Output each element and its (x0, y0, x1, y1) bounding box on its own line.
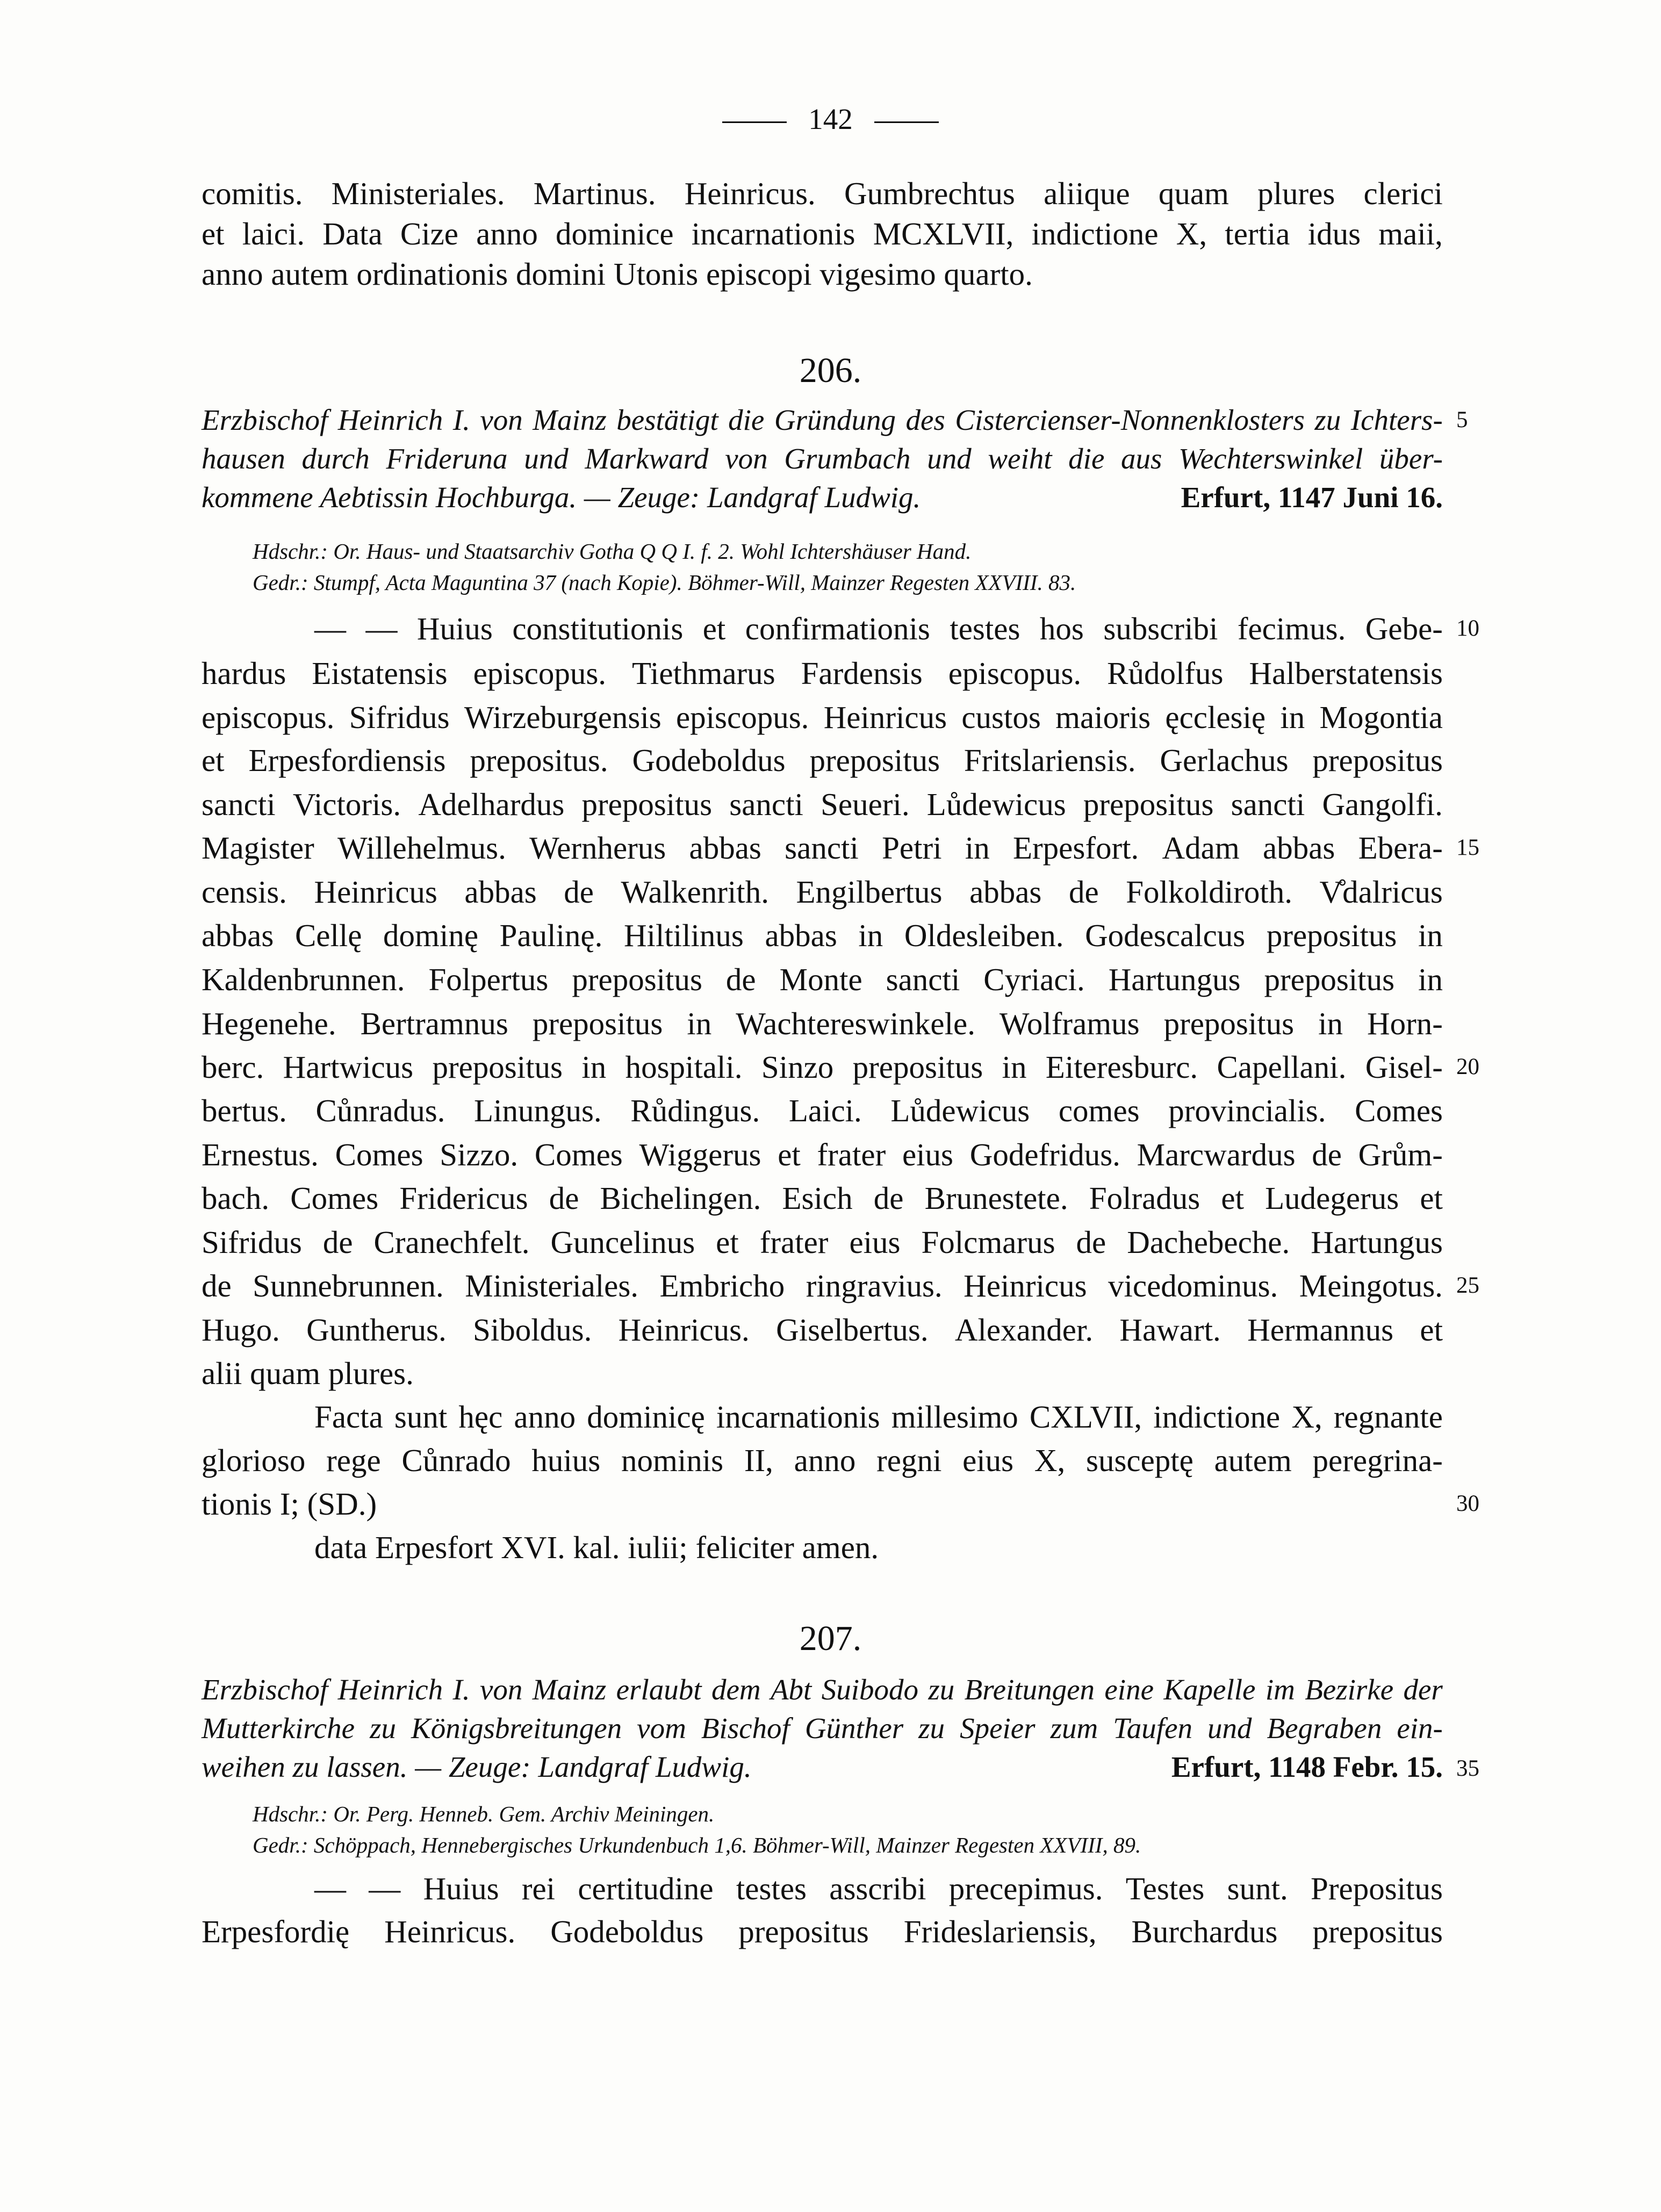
regest-line: Erzbischof Heinrich I. von Mainz erlaubt dem Abt Suibodo zu Breitungen eine Kapelle im Bezirke der (202, 1673, 1443, 1706)
document-date: Erfurt, 1147 Juni 16. (1181, 481, 1443, 514)
text-line: Sifridus de Cranechfelt. Guncelinus et frater eius Folcmarus de Dachebeche. Hartungus (202, 1224, 1443, 1260)
text-line: Hegenehe. Bertramnus prepositus in Wachtereswinkele. Wolframus prepositus in Horn- (202, 1006, 1443, 1041)
text-line: Erpesfordię Heinricus. Godeboldus prepositus Frideslariensis, Burchardus prepositus (202, 1914, 1443, 1949)
text-line: de Sunnebrunnen. Ministeriales. Embricho ringravius. Heinricus vicedominus. Meingotus. (202, 1268, 1443, 1303)
text-line: tionis I; (SD.) (202, 1486, 377, 1522)
line-number: 5 (1456, 407, 1468, 433)
line-number: 25 (1456, 1273, 1479, 1298)
text-line: abbas Cellę dominę Paulinę. Hiltilinus abbas in Oldesleiben. Godescalcus prepositus in (202, 918, 1443, 953)
page-number: 142 (0, 102, 1661, 136)
text-line: glorioso rege Cůnrado huius nominis II, anno regni eius X, susceptę autem peregrina- (202, 1443, 1443, 1478)
source-line: Gedr.: Schöppach, Hennebergisches Urkundenbuch 1,6. Böhmer-Will, Mainzer Regesten XXVIII, 89. (253, 1833, 1141, 1857)
line-number: 20 (1456, 1054, 1479, 1079)
text-line: bach. Comes Fridericus de Bichelingen. Esich de Brunestete. Folradus et Ludegerus et (202, 1180, 1443, 1216)
text-line: data Erpesfort XVI. kal. iulii; feliciter amen. (314, 1530, 879, 1565)
text-line: Hugo. Guntherus. Siboldus. Heinricus. Giselbertus. Alexander. Hawart. Hermannus et (202, 1312, 1443, 1348)
line-number: 30 (1456, 1491, 1479, 1516)
text-line: berc. Hartwicus prepositus in hospitali. Sinzo prepositus in Eiteresburc. Capellani. Gisel- (202, 1049, 1443, 1085)
text-line: Ernestus. Comes Sizzo. Comes Wiggerus et frater eius Godefridus. Marcwardus de Grům- (202, 1137, 1443, 1172)
text-line: sancti Victoris. Adelhardus prepositus sancti Seueri. Lůdewicus prepositus sancti Gangolfi. (202, 787, 1443, 822)
regest-line: Mutterkirche zu Königsbreitungen vom Bischof Günther zu Speier zum Taufen und Begraben ein- (202, 1712, 1443, 1745)
document-number: 206. (799, 351, 862, 390)
text-line: Magister Willehelmus. Wernherus abbas sancti Petri in Erpesfort. Adam abbas Ebera- (202, 830, 1443, 866)
regest-text: kommene Aebtissin Hochburga. — Zeuge: Landgraf Ludwig. (202, 481, 921, 514)
line-number: 15 (1456, 835, 1479, 860)
line-number: 10 (1456, 616, 1479, 641)
source-line: Hdschr.: Or. Haus- und Staatsarchiv Gotha Q Q I. f. 2. Wohl Ichtershäuser Hand. (253, 539, 972, 564)
text-line: Facta sunt hęc anno dominicę incarnationis millesimo CXLVII, indictione X, regnante (314, 1399, 1443, 1435)
regest-line (202, 1750, 1443, 1784)
text-line: comitis. Ministeriales. Martinus. Heinricus. Gumbrechtus aliique quam plures clerici (202, 176, 1443, 211)
document-number: 207. (799, 1619, 862, 1658)
text-line: anno autem ordinationis domini Utonis episcopi vigesimo quarto. (202, 256, 1033, 292)
text-line: bertus. Cůnradus. Linungus. Růdingus. Laici. Lůdewicus comes provincialis. Comes (202, 1093, 1443, 1128)
regest-line (202, 480, 1443, 515)
regest-line: hausen durch Frideruna und Markward von Grumbach und weiht die aus Wechterswinkel über- (202, 442, 1443, 475)
document-date: Erfurt, 1148 Febr. 15. (1171, 1750, 1443, 1783)
text-line: et laici. Data Cize anno dominice incarnationis MCXLVII, indictione X, tertia idus maii, (202, 216, 1443, 251)
text-line: alii quam plures. (202, 1356, 414, 1391)
regest-line: Erzbischof Heinrich I. von Mainz bestätigt die Gründung des Cistercienser-Nonnenklosters zu Ichters- (202, 404, 1443, 436)
text-line: hardus Eistatensis episcopus. Tiethmarus Fardensis episcopus. Růdolfus Halberstatensis (202, 655, 1443, 691)
text-line: et Erpesfordiensis prepositus. Godeboldus prepositus Fritslariensis. Gerlachus prepositus (202, 743, 1443, 778)
text-line: episcopus. Sifridus Wirzeburgensis episcopus. Heinricus custos maioris ęcclesię in Mogontia (202, 700, 1443, 735)
text-line: censis. Heinricus abbas de Walkenrith. Engilbertus abbas de Folkoldiroth. V̊dalricus (202, 874, 1443, 910)
text-line: Kaldenbrunnen. Folpertus prepositus de Monte sancti Cyriaci. Hartungus prepositus in (202, 962, 1443, 997)
regest-text: weihen zu lassen. — Zeuge: Landgraf Ludwig. (202, 1750, 752, 1783)
line-number: 35 (1456, 1756, 1479, 1781)
source-line: Hdschr.: Or. Perg. Henneb. Gem. Archiv Meiningen. (253, 1802, 715, 1826)
source-line: Gedr.: Stumpf, Acta Maguntina 37 (nach Kopie). Böhmer-Will, Mainzer Regesten XXVIII. 83. (253, 570, 1076, 595)
text-line: — — Huius rei certitudine testes asscribi precepimus. Testes sunt. Prepositus (314, 1871, 1443, 1906)
text-line: — — Huius constitutionis et confirmationis testes hos subscribi fecimus. Gebe- (314, 611, 1443, 646)
